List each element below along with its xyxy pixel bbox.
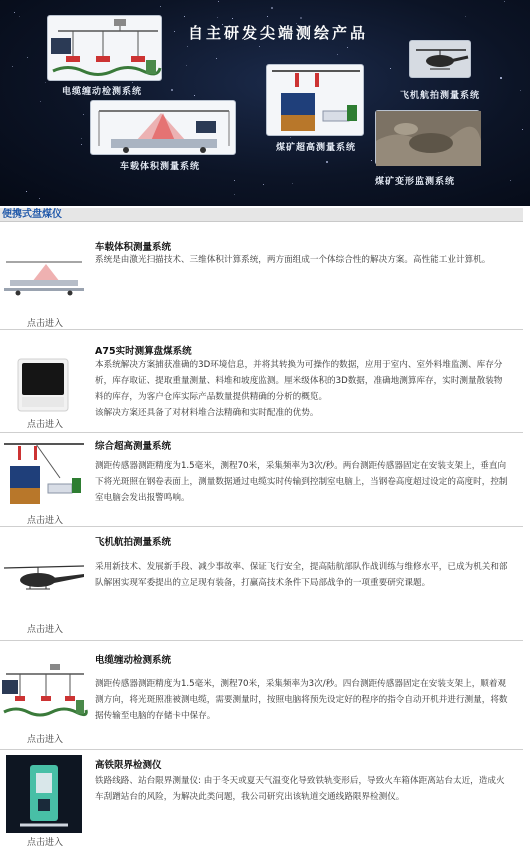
- product-description: 测距传感器测距精度为1.5毫米，测程70米，采集频率为3次/秒。两台测距传感器固定在安装支架上，垂直向下将光斑照在钢卷表面上，测量数据通过电缆实时传输到控制室电脑上，当钢卷高度超过设定的高度时，控制室电脑会发出报警鸣响。: [95, 461, 508, 503]
- coal-system-caption: 煤矿超高测量系统: [276, 143, 357, 153]
- star-dot: [45, 82, 46, 83]
- star-dot: [371, 160, 372, 161]
- product-description: 测距传感器测距精度为1.5毫米，测程70米，采集频率为3次/秒。四台测距传感器固定在安装支架上，顺着观测方向，将光斑照准被测电缆，需要测量时，按照电脑将预先设定好的程序的指令自动开机并进行测量，将数据传输至电脑的存储卡中保存。: [95, 679, 508, 721]
- star-dot: [504, 1, 505, 2]
- product-title[interactable]: 飞机航拍测量系统: [95, 537, 172, 548]
- vehicle-scanner-image[interactable]: [0, 256, 88, 298]
- star-dot: [39, 198, 40, 199]
- product-row-coal: [0, 434, 523, 527]
- product-title[interactable]: 车载体积测量系统: [95, 242, 172, 253]
- helicopter-icon: [410, 41, 472, 79]
- cable-system-illustration: [48, 16, 163, 82]
- section-header: [0, 208, 523, 222]
- star-dot: [326, 161, 328, 163]
- star-dot: [174, 31, 175, 32]
- product-description: 本系统解决方案捕获准确的3D环境信息，并将其转换为可操作的数据，应用于室内、室外料堆监测、库存分析，库存取证、提取重量测量、料堆和坡度监测。厘米级体积的3D数据，准确地测算库存，实时测量散装物料的库存，为客户仓库实际产品数量提供精确的分析的概览。 该解决方案还具备了对材料堆合法精确和实时配准的优势。: [95, 360, 503, 418]
- star-dot: [337, 54, 338, 55]
- star-dot: [187, 46, 188, 47]
- enter-link[interactable]: 点击进入: [27, 625, 64, 635]
- star-dot: [259, 46, 260, 47]
- coal-height-image[interactable]: [0, 438, 88, 510]
- product-description: 采用新技术、发展新手段、减少事故率、保证飞行安全，提高陆航部队作战训练与维修水平，已成为机关和部队解困实现军委提出的立足现有装备，打赢高技术条件下局部战争的一项重要研究课题。: [95, 562, 508, 588]
- vehicle-system-image: [90, 100, 236, 155]
- star-dot: [390, 68, 391, 69]
- product-thumb-a75[interactable]: [0, 355, 88, 411]
- star-dot: [510, 180, 511, 181]
- product-description: 系统是由激光扫描技术、三维体积计算系统，两方面组成一个体综合性的解决方案。高性能工业计算机。: [95, 255, 491, 265]
- rail-clearance-device-image[interactable]: [0, 755, 88, 833]
- product-row-aircraft: [0, 528, 523, 641]
- product-title[interactable]: 综合超高测量系统: [95, 441, 172, 452]
- star-dot: [194, 95, 195, 96]
- product-row-cable: [0, 642, 523, 750]
- mine-terrain-illustration: [376, 111, 481, 166]
- star-dot: [184, 16, 185, 17]
- star-dot: [267, 16, 268, 17]
- coal-system-image: [266, 64, 364, 136]
- enter-link[interactable]: 点击进入: [27, 516, 64, 526]
- star-dot: [290, 137, 291, 138]
- enter-link[interactable]: 点击进入: [27, 420, 64, 430]
- star-dot: [500, 77, 502, 79]
- star-dot: [40, 101, 41, 102]
- star-dot: [520, 90, 521, 91]
- star-dot: [347, 47, 348, 48]
- star-dot: [217, 17, 218, 18]
- star-dot: [234, 180, 235, 181]
- hero-banner: [0, 0, 530, 206]
- star-dot: [81, 138, 82, 139]
- section-title[interactable]: 便携式盘煤仪: [2, 209, 62, 220]
- cable-system-image: [47, 15, 162, 81]
- star-dot: [522, 129, 523, 130]
- star-dot: [160, 6, 161, 7]
- product-title[interactable]: 高铁限界检测仪: [95, 760, 162, 771]
- star-dot: [234, 194, 235, 195]
- star-dot: [14, 12, 15, 13]
- star-dot: [216, 58, 217, 59]
- product-thumb-aircraft[interactable]: [0, 556, 88, 602]
- star-dot: [271, 7, 273, 9]
- aircraft-system-image: [409, 40, 471, 78]
- cable-detection-image[interactable]: [0, 662, 88, 726]
- product-thumb-coal[interactable]: [0, 438, 88, 510]
- product-thumb-rail[interactable]: [0, 755, 88, 833]
- star-dot: [300, 17, 302, 19]
- star-dot: [27, 57, 28, 58]
- star-dot: [292, 183, 293, 184]
- star-dot: [232, 18, 233, 19]
- product-thumb-cable[interactable]: [0, 662, 88, 726]
- star-dot: [186, 65, 187, 66]
- cable-system-caption: 电缆缠动检测系统: [62, 87, 143, 97]
- star-dot: [263, 184, 264, 185]
- mine-system-caption: 煤矿变形监测系统: [375, 177, 456, 187]
- vehicle-system-illustration: [91, 101, 237, 156]
- star-dot: [465, 16, 466, 17]
- product-row-rail: [0, 751, 523, 850]
- star-dot: [132, 82, 133, 83]
- a75-device-image[interactable]: [0, 355, 88, 415]
- enter-link[interactable]: 点击进入: [27, 319, 64, 329]
- product-description: 铁路线路、站台限界测量仪: 由于冬天或夏天气温变化导致铁轨变形后，导致火车箱体距离站台太近，造成火车刮蹭站台的风险，为解决此类问题，我公司研究出该轨道交通线路限界检测仪。: [95, 776, 505, 802]
- vehicle-system-caption: 车载体积测量系统: [120, 162, 201, 172]
- star-dot: [19, 16, 20, 17]
- star-dot: [218, 1, 219, 2]
- star-dot: [438, 172, 439, 173]
- star-dot: [81, 144, 82, 145]
- product-thumb-vehicle[interactable]: [0, 256, 88, 298]
- product-row-vehicle: [0, 224, 523, 330]
- product-title[interactable]: 电缆缠动检测系统: [95, 655, 172, 666]
- product-row-a75: [0, 331, 523, 433]
- star-dot: [26, 191, 27, 192]
- aircraft-system-caption: 飞机航拍测量系统: [400, 91, 481, 101]
- mine-system-image: [375, 110, 480, 165]
- star-dot: [171, 89, 173, 91]
- star-dot: [12, 66, 13, 67]
- coal-system-illustration: [267, 65, 365, 137]
- banner-title: 自主研发尖端测绘产品: [188, 24, 369, 42]
- product-title[interactable]: A75实时测算盘煤系统: [95, 346, 192, 357]
- star-dot: [83, 114, 84, 115]
- helicopter-image[interactable]: [0, 556, 88, 602]
- enter-link[interactable]: 点击进入: [27, 735, 64, 745]
- enter-link[interactable]: 点击进入: [27, 838, 64, 848]
